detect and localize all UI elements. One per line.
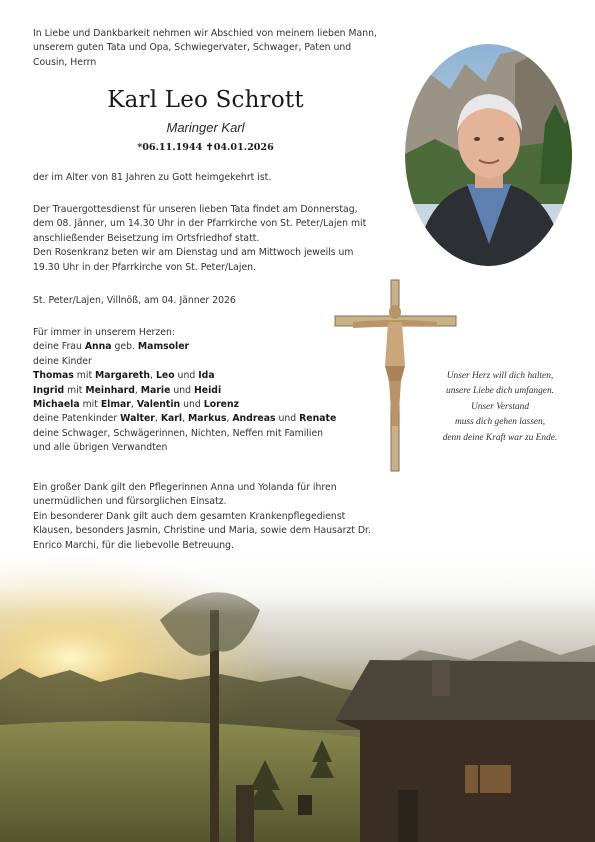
deceased-name: Karl Leo Schrott bbox=[107, 87, 304, 113]
family-relatives: und alle übrigen Verwandten bbox=[33, 442, 168, 454]
family-godchildren: deine Patenkinder Walter, Karl, Markus, Andreas und Renate bbox=[33, 413, 337, 425]
family-child-row: Ingrid mit Meinhard, Marie und Heidi bbox=[33, 384, 222, 396]
portrait-photo bbox=[405, 44, 572, 266]
place-date: St. Peter/Lajen, Villnöß, am 04. Jänner 2026 bbox=[33, 295, 236, 306]
age-line: der im Alter von 81 Jahren zu Gott heimgekehrt ist. bbox=[33, 172, 272, 183]
thanks-caregivers: Ein großer Dank gilt den Pflegerinnen Anna und Yolanda für ihren unermüdlichen und fürsorglichen Einsatz. bbox=[33, 482, 337, 508]
family-children-label: deine Kinder bbox=[33, 355, 92, 367]
rosary-text: Den Rosenkranz beten wir am Dienstag und am Mittwoch jeweils um 19.30 Uhr in der Pfarrkirche von St. Peter/Lajen. bbox=[33, 247, 354, 273]
poem bbox=[430, 369, 570, 446]
nickname: Maringer Karl bbox=[166, 120, 245, 135]
funeral-service-text: Der Trauergottesdienst für unseren lieben Tata findet am Donnerstag, dem 08. Jänner, um 14.30 Uhr in der Pfarrkirche von St. Peter/Lajen mit anschließender Beisetzung im Ortsfriedhof statt. bbox=[33, 204, 367, 244]
family-heading: Für immer in unserem Herzen: bbox=[33, 327, 175, 338]
family-list bbox=[33, 326, 378, 456]
poem-line: Unser Verstand bbox=[470, 401, 530, 412]
service-info bbox=[33, 203, 378, 275]
poem-line: unsere Liebe dich umfangen. bbox=[446, 386, 554, 397]
poem-line: Unser Herz will dich halten, bbox=[446, 371, 554, 381]
family-inlaws: deine Schwager, Schwägerinnen, Nichten, Neffen mit Familien bbox=[33, 427, 324, 439]
family-child-row: Michaela mit Elmar, Valentin und Lorenz bbox=[33, 399, 239, 411]
family-child-row: Thomas mit Margareth, Leo und Ida bbox=[33, 370, 215, 382]
poem-line: denn deine Kraft war zu Ende. bbox=[442, 432, 558, 443]
thanks-nursing: Ein besonderer Dank gilt auch dem gesamten Krankenpflegedienst Klausen, besonders Jasmin, Christine und Maria, sowie dem Hausarzt Dr. Enrico Marchi, für die liebevolle Betreuung. bbox=[33, 510, 371, 551]
family-wife: deine Frau Anna geb. Mamsoler bbox=[33, 341, 190, 353]
landscape-photo bbox=[0, 540, 595, 842]
life-dates: *06.11.1944 ✝04.01.2026 bbox=[137, 142, 274, 153]
thanks-text bbox=[33, 481, 378, 553]
intro-text: In Liebe und Dankbarkeit nehmen wir Abschied von meinem lieben Mann, unserem guten Tata und Opa, Schwiegervater, Schwager, Paten und Cousin, Herrn bbox=[33, 28, 377, 68]
poem-line: muss dich gehen lassen, bbox=[454, 417, 546, 428]
